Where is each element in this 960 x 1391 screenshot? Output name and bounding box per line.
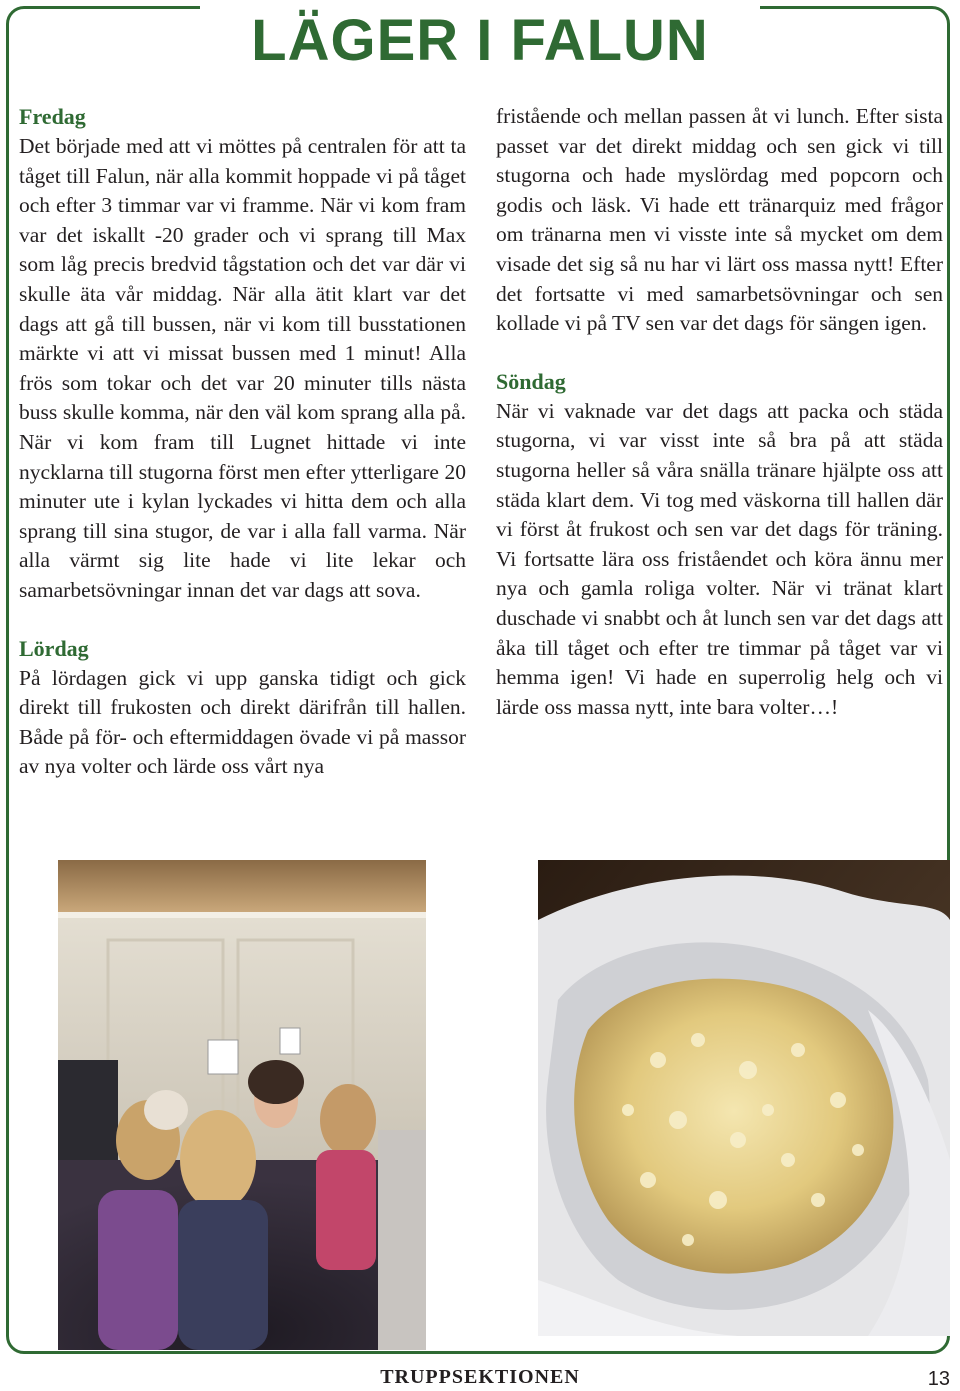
photo-popcorn-bag	[538, 860, 950, 1336]
heading-sondag: Söndag	[496, 368, 566, 394]
photo-girls-in-cabin	[58, 860, 426, 1350]
paragraph-lordag-part1: På lördagen gick vi upp ganska tidigt och gick direkt till frukosten och direkt därifrån till hallen. Både på för- och eftermiddagen övade vi på massor av nya volter och lärde oss vårt nya	[19, 665, 466, 779]
paragraph-lordag-part2: fristående och mellan passen åt vi lunch. Efter sista passet var det direkt middag och sen gick vi till stugorna och hade myslördag med popcorn och godis och läsk. Vi hade ett tränarquiz med frågor om tränarna men vi visste inte så mycket om dem visade det sig så nu har vi lärt oss massa nytt! Efter det fortsatte vi med samarbetsövningar och sen kollade vi på TV sen var det dags för sängen igen.	[496, 104, 943, 336]
page-number: 13	[927, 1368, 950, 1390]
footer-section-label: TRUPPSEKTIONEN	[320, 1366, 640, 1389]
left-column	[19, 102, 466, 782]
page-title: LÄGER I FALUN	[251, 8, 709, 73]
heading-fredag: Fredag	[19, 104, 86, 129]
right-column	[496, 102, 943, 722]
paragraph-sondag: När vi vaknade var det dags att packa och städa stugorna, vi var visst inte så bra på att städa stugorna heller så våra snälla tränare hjälpte oss att städa klart dem. Vi tog med väskorna till hallen där vi först åt frukost och sen var det dags för träning. Vi fortsatte lära oss friståendet och köra ännu mer nya och gamla roliga volter. När vi tränat klart duschade vi snabbt och åt lunch sen var det dags att åka till tåget och efter tre timmar på tåget var vi hemma igen! Vi hade en superrolig helg och vi lärde oss massa nytt, inte bara volter…!	[496, 398, 943, 719]
heading-lordag: Lördag	[19, 635, 89, 661]
title-band	[200, 0, 760, 84]
paragraph-fredag: Det började med att vi möttes på centralen för att ta tåget till Falun, när alla kommit hoppade vi på tåget och efter 3 timmar var vi framme. När vi kom fram var det iskallt -20 grader och vi sprang till Max som låg precis bredvid tågstation och det var där vi skulle äta vår middag. När alla ätit klart var det dags att gå till bussen, när vi kom till busstationen märkte vi att vi missat bussen med 1 minut! Alla frös som tokar och det var 20 minuter tills nästa buss skulle komma, när den väl kom sprang alla på. När vi kom fram till Lugnet hittade vi inte nycklarna till stugorna först men efter ytterligare 20 minuter ute i kylan lyckades vi hitta dem och alla sprang till sina stugor, de var i alla fall varma. När alla värmt sig lite hade vi lite lekar och samarbetsövningar innan det var dags att sova.	[19, 134, 466, 602]
